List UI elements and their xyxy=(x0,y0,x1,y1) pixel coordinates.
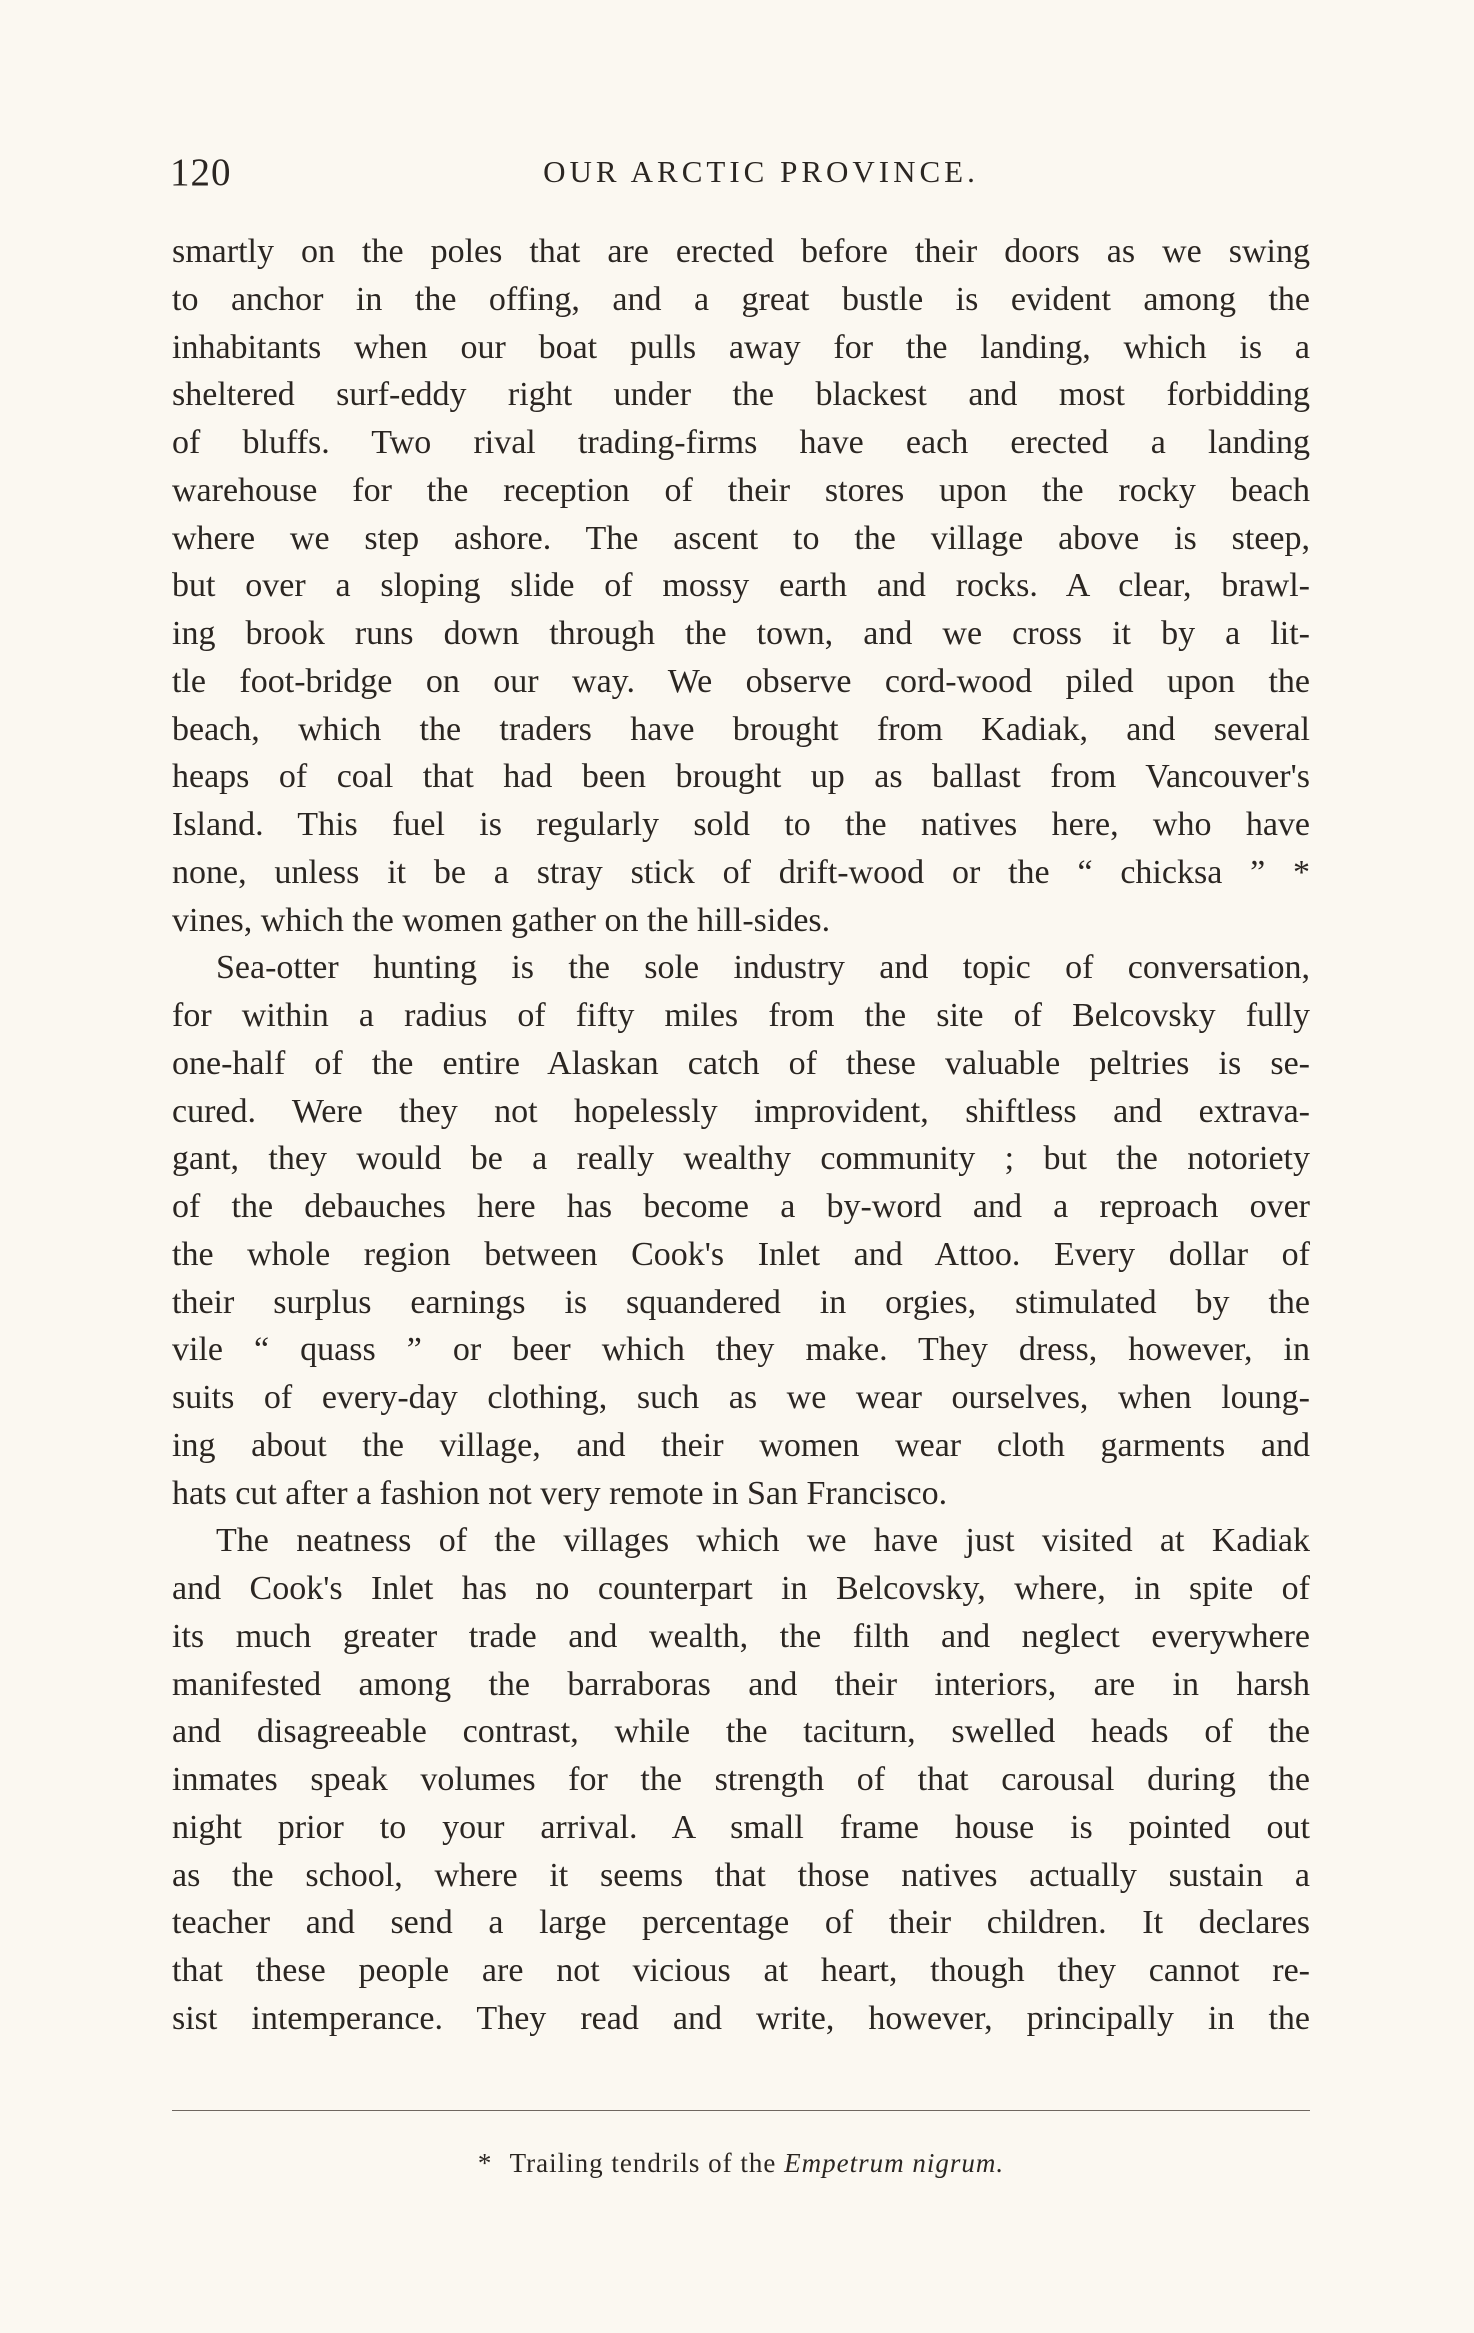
text-line: their surplus earnings is squandered in orgies, stimulated by the xyxy=(172,1283,1310,1321)
text-line: warehouse for the reception of their stores upon the rocky beach xyxy=(172,471,1310,509)
running-title: OUR ARCTIC PROVINCE. xyxy=(543,154,979,189)
text-line: vines, which the women gather on the hill-sides. xyxy=(172,901,831,939)
text-line: but over a sloping slide of mossy earth and rocks. A clear, brawl- xyxy=(172,567,1310,605)
text-line: heaps of coal that had been brought up as ballast from Vancouver's xyxy=(172,758,1310,796)
text-line: inhabitants when our boat pulls away for the landing, which is a xyxy=(172,328,1310,366)
text-line: sheltered surf-eddy right under the blackest and most forbidding xyxy=(172,376,1310,414)
body-text xyxy=(172,228,1310,2043)
text-line: Island. This fuel is regularly sold to the natives here, who have xyxy=(172,806,1310,843)
text-line: and Cook's Inlet has no counterpart in Belcovsky, where, in spite of xyxy=(172,1570,1310,1607)
text-line: where we step ashore. The ascent to the village above is steep, xyxy=(172,519,1310,557)
text-line: hats cut after a fashion not very remote in San Francisco. xyxy=(172,1474,948,1512)
paragraph-first-line: Sea-otter hunting is the sole industry and topic of conversation, xyxy=(216,949,1310,987)
text-line: tle foot-bridge on our way. We observe cord-wood piled upon the xyxy=(172,662,1310,700)
text-line: and disagreeable contrast, while the taciturn, swelled heads of the xyxy=(172,1713,1310,1751)
text-line: its much greater trade and wealth, the filth and neglect everywhere xyxy=(172,1617,1310,1655)
text-line: cured. Were they not hopelessly improvident, shiftless and extrava- xyxy=(172,1092,1310,1130)
footnote-latin-name: Empetrum nigrum. xyxy=(784,2148,1005,2178)
text-line: that these people are not vicious at heart, though they cannot re- xyxy=(172,1952,1310,1989)
text-line: gant, they would be a really wealthy community ; but the notoriety xyxy=(172,1140,1310,1178)
text-line: night prior to your arrival. A small frame house is pointed out xyxy=(172,1808,1310,1846)
text-line: the whole region between Cook's Inlet and Attoo. Every dollar of xyxy=(172,1235,1310,1273)
text-line: beach, which the traders have brought from Kadiak, and several xyxy=(172,710,1310,748)
text-line: vile “ quass ” or beer which they make. They dress, however, in xyxy=(172,1331,1310,1369)
text-line: suits of every-day clothing, such as we wear ourselves, when loung- xyxy=(172,1379,1310,1416)
text-line: sist intemperance. They read and write, however, principally in the xyxy=(172,1999,1310,2037)
text-line: one-half of the entire Alaskan catch of these valuable peltries is se- xyxy=(172,1044,1310,1082)
footnote-marker: * xyxy=(477,2148,493,2178)
footnote-text: Trailing tendrils of the xyxy=(509,2148,777,2178)
text-line: none, unless it be a stray stick of drift-wood or the “ chicksa ” * xyxy=(172,853,1310,891)
text-line: smartly on the poles that are erected before their doors as we swing xyxy=(172,233,1310,270)
text-line: to anchor in the offing, and a great bustle is evident among the xyxy=(172,280,1310,318)
text-line: teacher and send a large percentage of their children. It declares xyxy=(172,1904,1310,1942)
page-number: 120 xyxy=(170,151,232,194)
text-line: manifested among the barraboras and their interiors, are in harsh xyxy=(172,1665,1310,1703)
page-header xyxy=(170,150,1312,200)
text-line: ing about the village, and their women wear cloth garments and xyxy=(172,1426,1310,1464)
text-line: of the debauches here has become a by-word and a reproach over xyxy=(172,1188,1310,1225)
text-line: as the school, where it seems that those natives actually sustain a xyxy=(172,1856,1310,1894)
text-line: inmates speak volumes for the strength of that carousal during the xyxy=(172,1761,1310,1798)
text-line: of bluffs. Two rival trading-firms have each erected a landing xyxy=(172,424,1310,461)
text-line: for within a radius of fifty miles from the site of Belcovsky fully xyxy=(172,997,1310,1034)
paragraph-first-line: The neatness of the villages which we have just visited at Kadiak xyxy=(216,1522,1310,1560)
text-line: ing brook runs down through the town, and we cross it by a lit- xyxy=(172,615,1310,652)
footnote-divider xyxy=(172,2110,1310,2111)
footnote xyxy=(172,2148,1310,2179)
